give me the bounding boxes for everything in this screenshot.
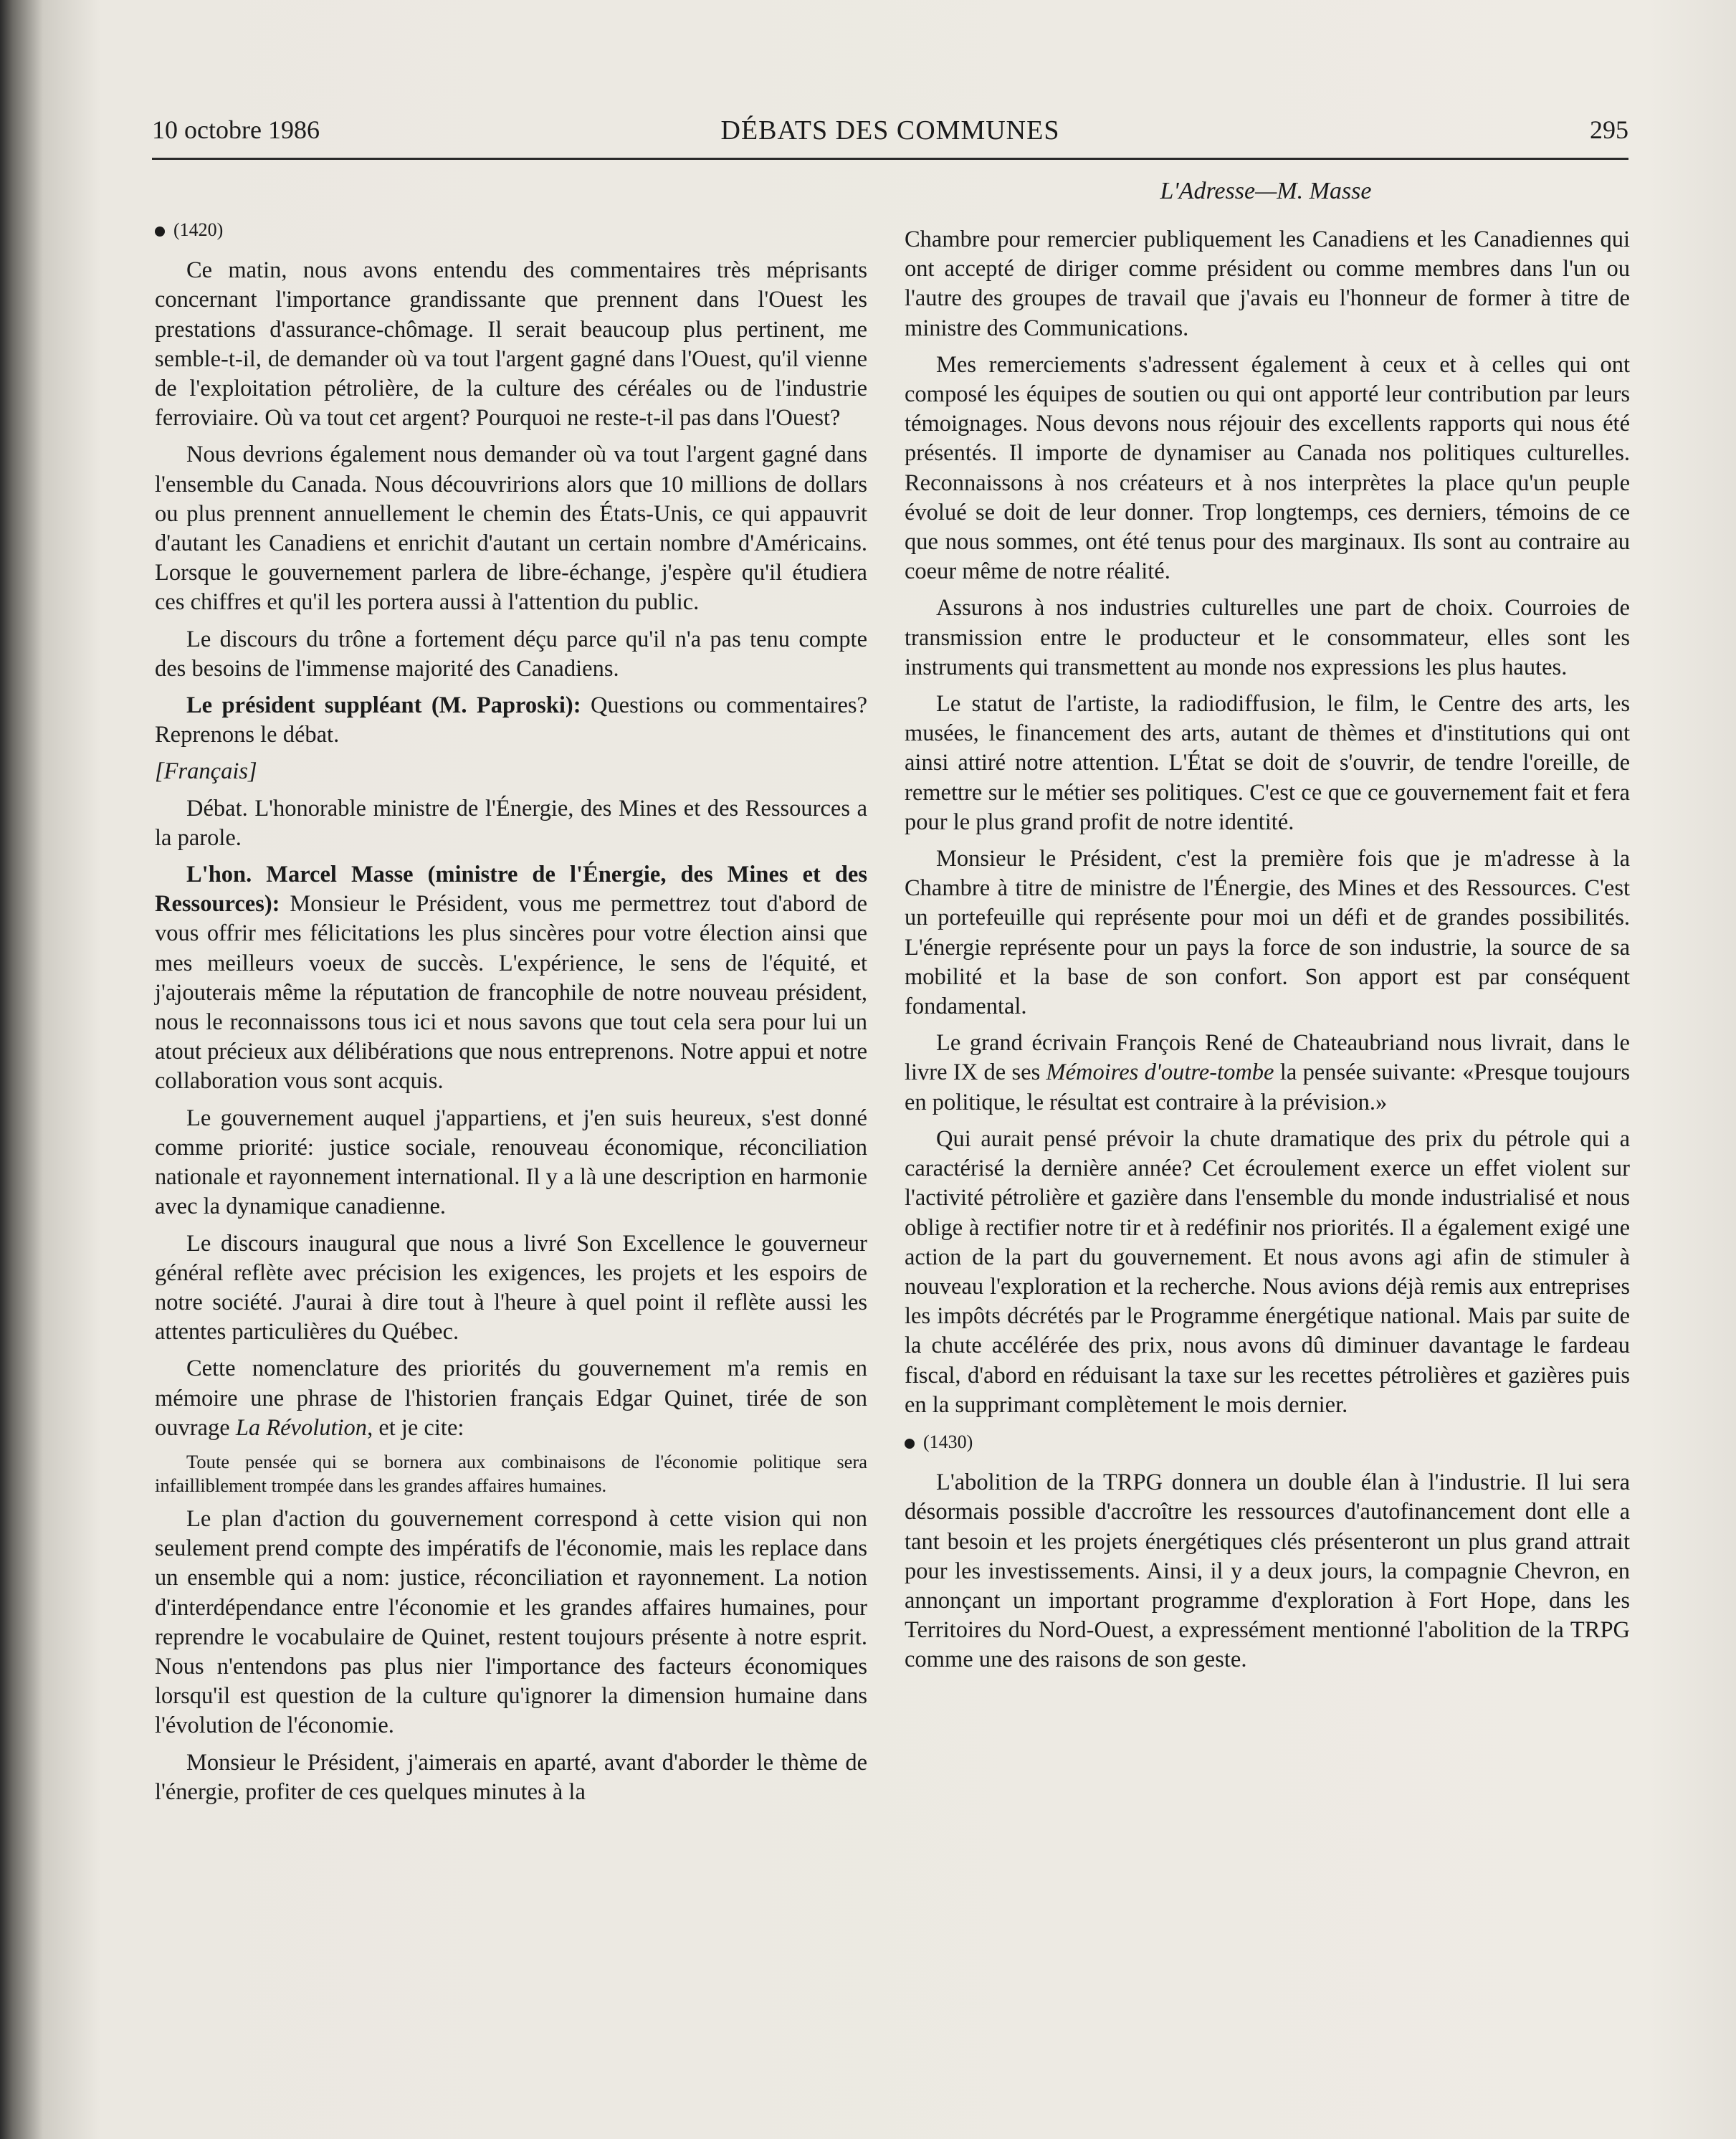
paragraph: Nous devrions également nous demander où va tout l'argent gagné dans l'ensemble du Canada. Nous découvririons alors que 10 millions de dollars ou plus prennent annuellement le chemin des États-Unis, ce qui appauvrit d'autant les Canadiens et enrichit d'autant un certain nombre d'Américains. Lorsque le gouvernement parlera de libre-échange, j'espère qu'il étudiera ces chiffres et qu'il les portera aussi à l'attention du public. (155, 442, 867, 616)
paragraph: Débat. L'honorable ministre de l'Énergie, des Mines et des Ressources a la parole. (155, 795, 867, 851)
block-quote: Toute pensée qui se bornera aux combinaisons de l'économie politique sera infailliblement trompée dans les grandes affaires humaines. (155, 1450, 867, 1496)
time-marker-label: (1420) (173, 219, 224, 240)
paragraph: Assurons à nos industries culturelles une part de choix. Courroies de transmission entre le producteur et le consommateur, elles sont les instruments qui transmettent au monde nos expressions les plus hautes. (905, 595, 1630, 680)
text-run: Le grand écrivain François René de Chateaubriand nous livrait, dans le livre IX de ses (905, 1030, 1630, 1086)
speaker-paragraph (155, 860, 867, 1097)
right-column (905, 225, 1630, 1682)
text-run: , et je cite: (367, 1414, 464, 1441)
paragraph: Le gouvernement auquel j'appartiens, et j'en suis heureux, s'est donné comme priorité: justice sociale, renouveau économique, réconciliation nationale et rayonnement international. Il y a là une description en harmonie avec la dynamique canadienne. (155, 1105, 867, 1220)
speaker-name: Le président suppléant (M. Paproski): (186, 692, 581, 719)
paragraph: Monsieur le Président, j'aimerais en aparté, avant d'aborder le thème de l'énergie, profiter de ces quelques minutes à la (155, 1749, 867, 1805)
language-tag: [Français] (155, 758, 257, 785)
bullet-icon (155, 227, 165, 237)
speech-text: Questions ou commentaires? Reprenons le débat. (155, 692, 867, 748)
text-run: Cette nomenclature des priorités du gouvernement m'a remis en mémoire une phrase de l'historien français Edgar Quinet, tirée de son ouvrage (155, 1356, 867, 1441)
paragraph (155, 1354, 867, 1443)
paragraph: Le plan d'action du gouvernement correspond à cette vision qui non seulement prend compte des impératifs de l'économie, mais les replace dans un ensemble qui a nom: justice, réconciliation et rayonnement. La notion d'interdépendance entre l'économie et les grandes affaires humaines, pour reprendre le vocabulaire de Quinet, restent toujours présente à notre esprit. Nous n'entendons pas plus nier l'importance des facteurs économiques lorsqu'il est question de la culture qu'ignorer la dimension humaine dans l'évolution de l'économie. (155, 1505, 867, 1739)
time-marker-label: (1430) (923, 1431, 973, 1452)
paragraph (905, 1029, 1630, 1118)
page-number: 295 (1590, 115, 1628, 144)
paragraph: Le discours inaugural que nous a livré Son Excellence le gouverneur général reflète avec précision les exigences, les projets et les espoirs de notre société. J'aurai à dire tout à l'heure à quel point il reflète aussi les attentes particulières du Québec. (155, 1230, 867, 1345)
paragraph: Ce matin, nous avons entendu des commentaires très méprisants concernant l'importance grandissante que prennent dans l'Ouest les prestations d'assurance-chômage. Il serait beaucoup plus pertinent, me semble-t-il, de demander où va tout l'argent gagné dans l'Ouest, qu'il vienne de l'exploitation pétrolière, de la culture des céréales ou de l'industrie ferroviaire. Où va tout cet argent? Pourquoi ne reste-t-il pas dans l'Ouest? (155, 257, 867, 432)
left-column (155, 215, 867, 1814)
paragraph: Chambre pour remercier publiquement les Canadiens et les Canadiennes qui ont accepté de diriger comme président ou comme membres dans l'un ou l'autre des groupes de travail que j'avais eu l'honneur de former à titre de ministre des Communications. (905, 227, 1630, 341)
paragraph: Qui aurait pensé prévoir la chute dramatique des prix du pétrole qui a caractérisé la dernière année? Cet écroulement exerce un effet violent sur l'activité pétrolière et gazière dans l'ensemble du monde industrialisé et nous oblige à rectifier notre tir et à redéfinir nos priorités. Il a également exigé une action de la part du gouvernement. Et nous avons agi afin de stimuler à nouveau l'exploration et la recherche. Nous avions déjà remis aux entreprises les impôts décrétés par le Programme énergétique national. Mais par suite de la chute accélérée des prix, nous avons dû diminuer davantage le fardeau fiscal, d'abord en réduisant la taxe sur les recettes pétrolières et gazières puis en la supprimant complètement le mois dernier. (905, 1125, 1630, 1418)
book-title: La Révolution (235, 1414, 368, 1441)
time-marker (155, 215, 867, 244)
page-header (152, 115, 1628, 160)
header-date: 10 octobre 1986 (152, 115, 320, 144)
running-head: L'Adresse—M. Masse (1160, 178, 1372, 204)
speaker-name: L'hon. Marcel Masse (ministre de l'Énergie, des Mines et des Ressources): (155, 862, 867, 918)
paragraph: Mes remerciements s'adressent également à ceux et à celles qui ont composé les équipes de soutien ou qui ont apporté leur contribution par leurs témoignages. Nous devons nous réjouir des excellents rapports qui nous été présentés. Il importe de dynamiser au Canada nos politiques culturelles. Reconnaissons à nos créateurs et à nos interprètes la place qu'un peuple évolué se doit de leur donner. Trop longtemps, ces derniers, témoins de ce que nous sommes, ont été tenus pour des marginaux. Ils sont au contraire au coeur même de notre réalité. (905, 351, 1630, 585)
text-run: la pensée suivante: «Presque toujours en politique, le résultat est contraire à la prévision.» (905, 1059, 1630, 1115)
paragraph: L'abolition de la TRPG donnera un double élan à l'industrie. Il lui sera désormais possible d'accroître les ressources d'autofinancement dont elle a tant besoin et les projets énergétiques clés présenteront un plus grand attrait pour les investissements. Ainsi, il y a deux jours, la compagnie Chevron, en annonçant un important programme d'exploration à Fort Hope, dans les Territoires du Nord-Ouest, a expressément mentionné l'abolition de la TRPG comme une des raisons de son geste. (905, 1469, 1630, 1673)
paragraph: Monsieur le Président, c'est la première fois que je m'adresse à la Chambre à titre de ministre de l'Énergie, des Mines et des Ressources. C'est un portefeuille qui représente pour moi un défi et de grandes possibilités. L'énergie représente pour un pays la force de son industrie, la source de sa mobilité et la base de son confort. Son apport est par conséquent fondamental. (905, 846, 1630, 1020)
paragraph: Le discours du trône a fortement déçu parce qu'il n'a pas tenu compte des besoins de l'immense majorité des Canadiens. (155, 626, 867, 682)
speech-text: Monsieur le Président, vous me permettrez tout d'abord de vous offrir mes félicitations les plus sincères pour votre élection ainsi que mes meilleurs voeux de succès. L'expérience, le sens de l'équité, et j'ajouterais même la réputation de francophile de notre nouveau président, nous le reconnaissons tous ici et nous savons que tout cela sera pour lui un atout précieux aux délibérations que nous entreprenons. Notre appui et notre collaboration vous sont acquis. (155, 891, 867, 1095)
time-marker (905, 1427, 1630, 1457)
bullet-icon (905, 1439, 915, 1449)
book-title: Mémoires d'outre-tombe (1046, 1059, 1274, 1086)
paragraph: Le statut de l'artiste, la radiodiffusion, le film, le Centre des arts, les musées, le financement des arts, autant de thèmes et d'institutions qui ont ainsi attiré notre attention. L'État se doit de s'ouvrir, de tendre l'oreille, de remettre sur le métier ses politiques. C'est ce que ce gouvernement fait et fera pour le plus grand profit de notre identité. (905, 691, 1630, 835)
speaker-paragraph (155, 691, 867, 750)
header-title: DÉBATS DES COMMUNES (720, 115, 1060, 146)
